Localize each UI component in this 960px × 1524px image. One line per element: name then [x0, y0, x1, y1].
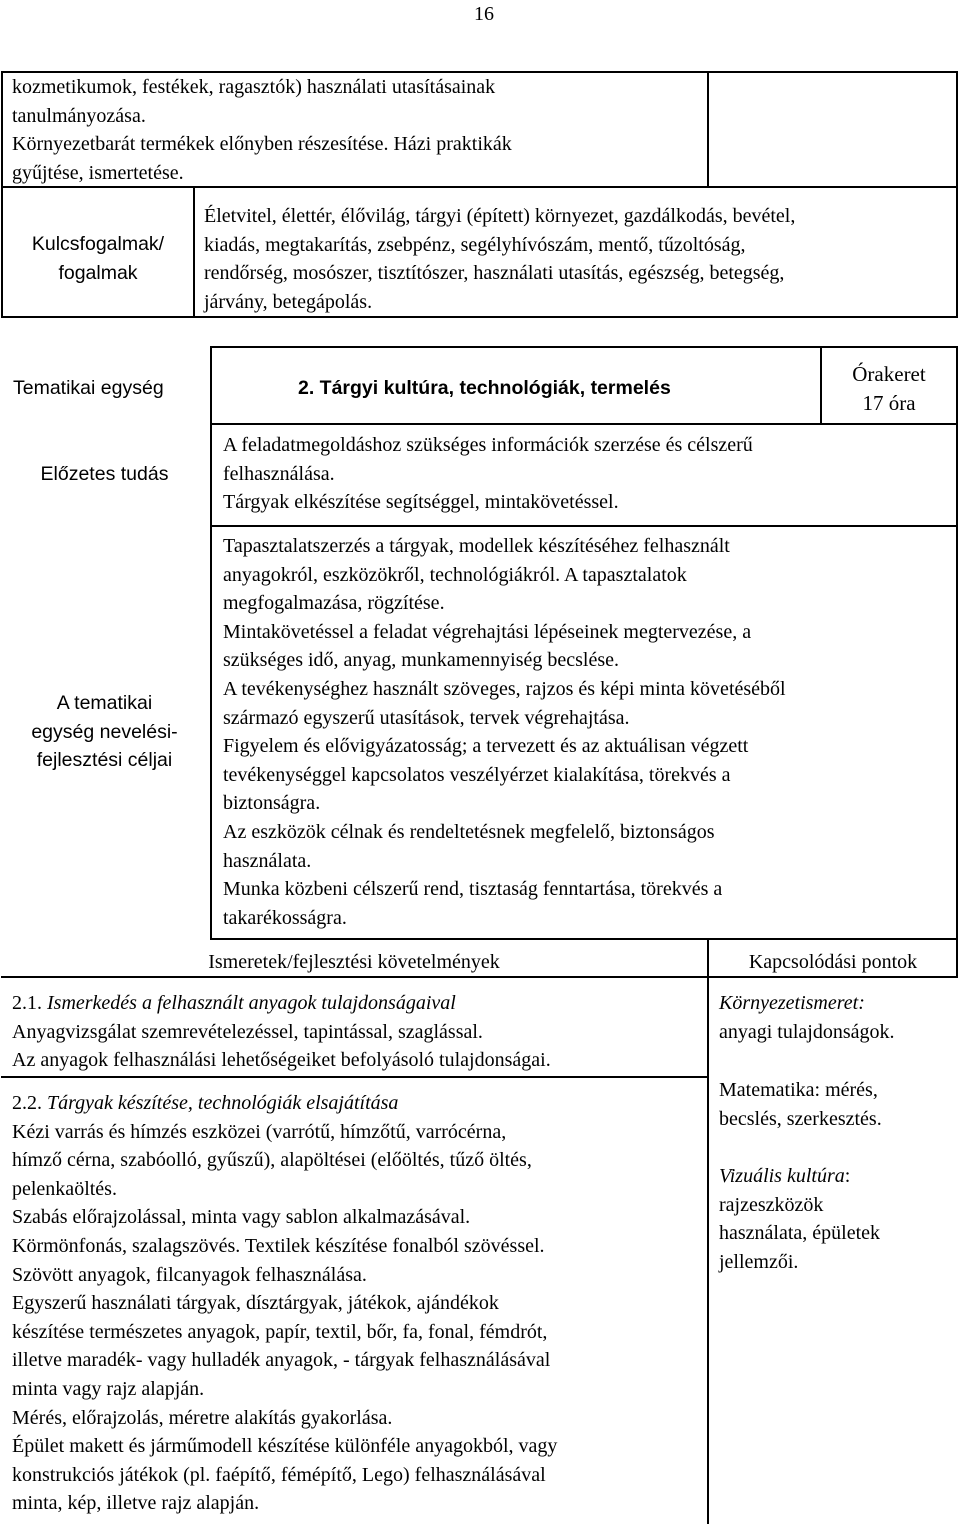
section-2-1: [12, 989, 551, 1075]
section-number: 2.2.: [12, 1092, 47, 1114]
connection-text: becslés, szerkesztés.: [719, 1107, 882, 1130]
prior-knowledge-label: Előzetes tudás: [40, 463, 169, 485]
prior-line: A feladatmegoldáshoz szükséges információk szerzése és célszerű: [223, 434, 753, 456]
goals-text: [223, 532, 786, 932]
section-line: Egyszerű használati tárgyak, dísztárgyak, játékok, ajándékok: [12, 1292, 499, 1315]
hours-box: [822, 360, 956, 417]
unit-title: 2. Tárgyi kultúra, technológiák, termelés: [298, 377, 671, 399]
section-line: Kézi varrás és hímzés eszközei (varrótű, hímzőtű, varrócérna,: [12, 1120, 507, 1143]
goals-line: Az eszközök célnak és rendeltetésnek megfelelő, biztonságos: [223, 820, 715, 843]
goals-line: takarékosságra.: [223, 906, 347, 929]
connection-environment: [719, 989, 895, 1046]
section-line: Anyagvizsgálat szemrevételezéssel, tapintással, szaglással.: [12, 1020, 483, 1043]
section-line: Szabás előrajzolással, minta vagy sablon alkalmazásával.: [12, 1206, 471, 1229]
continued-text: [12, 73, 512, 187]
key-concepts-line: kiadás, megtakarítás, zsebpénz, segélyhívószám, mentő, tűzoltóság,: [204, 233, 746, 256]
goals-line: tevékenységgel kapcsolatos veszélyérzet kialakítása, törekvés a: [223, 763, 731, 786]
continued-line: kozmetikumok, festékek, ragasztók) használati utasításainak: [12, 76, 496, 98]
continued-line: tanulmányozása.: [12, 104, 146, 127]
connection-math: [719, 1076, 882, 1133]
goals-line: Munka közbeni célszerű rend, tisztaság fenntartása, törekvés a: [223, 878, 723, 901]
continued-line: gyűjtése, ismertetése.: [12, 161, 184, 184]
goals-line: Figyelem és elővigyázatosság; a tervezett és az aktuálisan végzett: [223, 735, 749, 758]
section-line: pelenkaöltés.: [12, 1177, 117, 1200]
section-line: Mérés, előrajzolás, méretre alakítás gyakorlása.: [12, 1406, 393, 1429]
connection-subject: Környezetismeret:: [719, 992, 865, 1014]
goals-line: származó egyszerű utasítások, tervek végrehajtása.: [223, 706, 630, 729]
key-concepts-line: rendőrség, mosószer, tisztítószer, használati utasítás, egészség, betegség,: [204, 262, 785, 285]
section-2-2: [12, 1089, 557, 1518]
goals-line: megfogalmazása, rögzítése.: [223, 592, 445, 615]
section-line: Szövött anyagok, filcanyagok felhasználása.: [12, 1263, 367, 1286]
page-number: 16: [474, 3, 494, 25]
section-line: konstrukciós játékok (pl. faépítő, fémépítő, Lego) felhasználásával: [12, 1463, 546, 1486]
key-concepts-label: Kulcsfogalmak/ fogalmak: [31, 233, 165, 284]
prior-knowledge-text: [223, 431, 753, 517]
section-line: Körmönfonás, szalagszövés. Textilek készítése fonalból szövéssel.: [12, 1234, 545, 1257]
connection-text: használata, épületek: [719, 1222, 881, 1245]
section-heading: [12, 989, 551, 1018]
section-line: minta, kép, illetve rajz alapján.: [12, 1492, 260, 1515]
requirements-header: Ismeretek/fejlesztési követelmények: [208, 951, 500, 973]
goals-label: A tematikai egység nevelési- fejlesztési céljai: [31, 692, 178, 772]
connection-text: jellemzői.: [719, 1250, 799, 1273]
section-title: Tárgyak készítése, technológiák elsajátítása: [47, 1092, 399, 1114]
section-line: hímző cérna, szabóolló, gyűszű), alapöltései (előöltés, tűző öltés,: [12, 1149, 532, 1172]
connection-text: anyagi tulajdonságok.: [719, 1020, 895, 1043]
hours-value: 17 óra: [862, 390, 916, 415]
goals-line: A tevékenységhez használt szöveges, rajzos és képi minta követéséből: [223, 677, 786, 700]
unit-label: Tematikai egység: [13, 377, 164, 399]
section-number: 2.1.: [12, 992, 47, 1014]
key-concepts-text: [204, 202, 795, 316]
goals-line: szükséges idő, anyag, munkamennyiség becslése.: [223, 649, 620, 672]
section-heading: [12, 1089, 557, 1118]
section-line: készítése természetes anyagok, papír, textil, bőr, fa, fonal, fémdrót,: [12, 1320, 548, 1343]
continued-line: Környezetbarát termékek előnyben részesítése. Házi praktikák: [12, 133, 512, 156]
section-line: Épület makett és járműmodell készítése különféle anyagokból, vagy: [12, 1435, 558, 1458]
section-title: Ismerkedés a felhasznált anyagok tulajdonságaival: [47, 992, 456, 1014]
connections-header: Kapcsolódási pontok: [748, 951, 918, 973]
prior-line: felhasználása.: [223, 462, 335, 485]
key-concepts-line: járvány, betegápolás.: [204, 290, 373, 313]
key-concepts-line: Életvitel, élettér, élővilág, tárgyi (épített) környezet, gazdálkodás, bevétel,: [204, 205, 796, 227]
goals-line: Mintakövetéssel a feladat végrehajtási lépéseinek megtervezése, a: [223, 620, 752, 643]
prior-line: Tárgyak elkészítése segítséggel, mintakövetéssel.: [223, 491, 619, 514]
section-line: illetve maradék- vagy hulladék anyagok, - tárgyak felhasználásával: [12, 1349, 551, 1372]
hours-label: Órakeret: [852, 362, 926, 386]
connection-text: rajzeszközök: [719, 1193, 824, 1216]
goals-line: biztonságra.: [223, 792, 321, 815]
connection-subject: Vizuális kultúra:: [719, 1165, 851, 1187]
connection-visual: [719, 1162, 880, 1276]
section-line: minta vagy rajz alapján.: [12, 1377, 205, 1400]
connection-text: Matematika: mérés,: [719, 1079, 878, 1101]
goals-line: használata.: [223, 849, 312, 872]
goals-line: anyagokról, eszközökről, technológiákról. A tapasztalatok: [223, 563, 687, 586]
section-line: Az anyagok felhasználási lehetőségeiket befolyásoló tulajdonságai.: [12, 1049, 551, 1072]
goals-line: Tapasztalatszerzés a tárgyak, modellek készítéséhez felhasznált: [223, 535, 730, 557]
